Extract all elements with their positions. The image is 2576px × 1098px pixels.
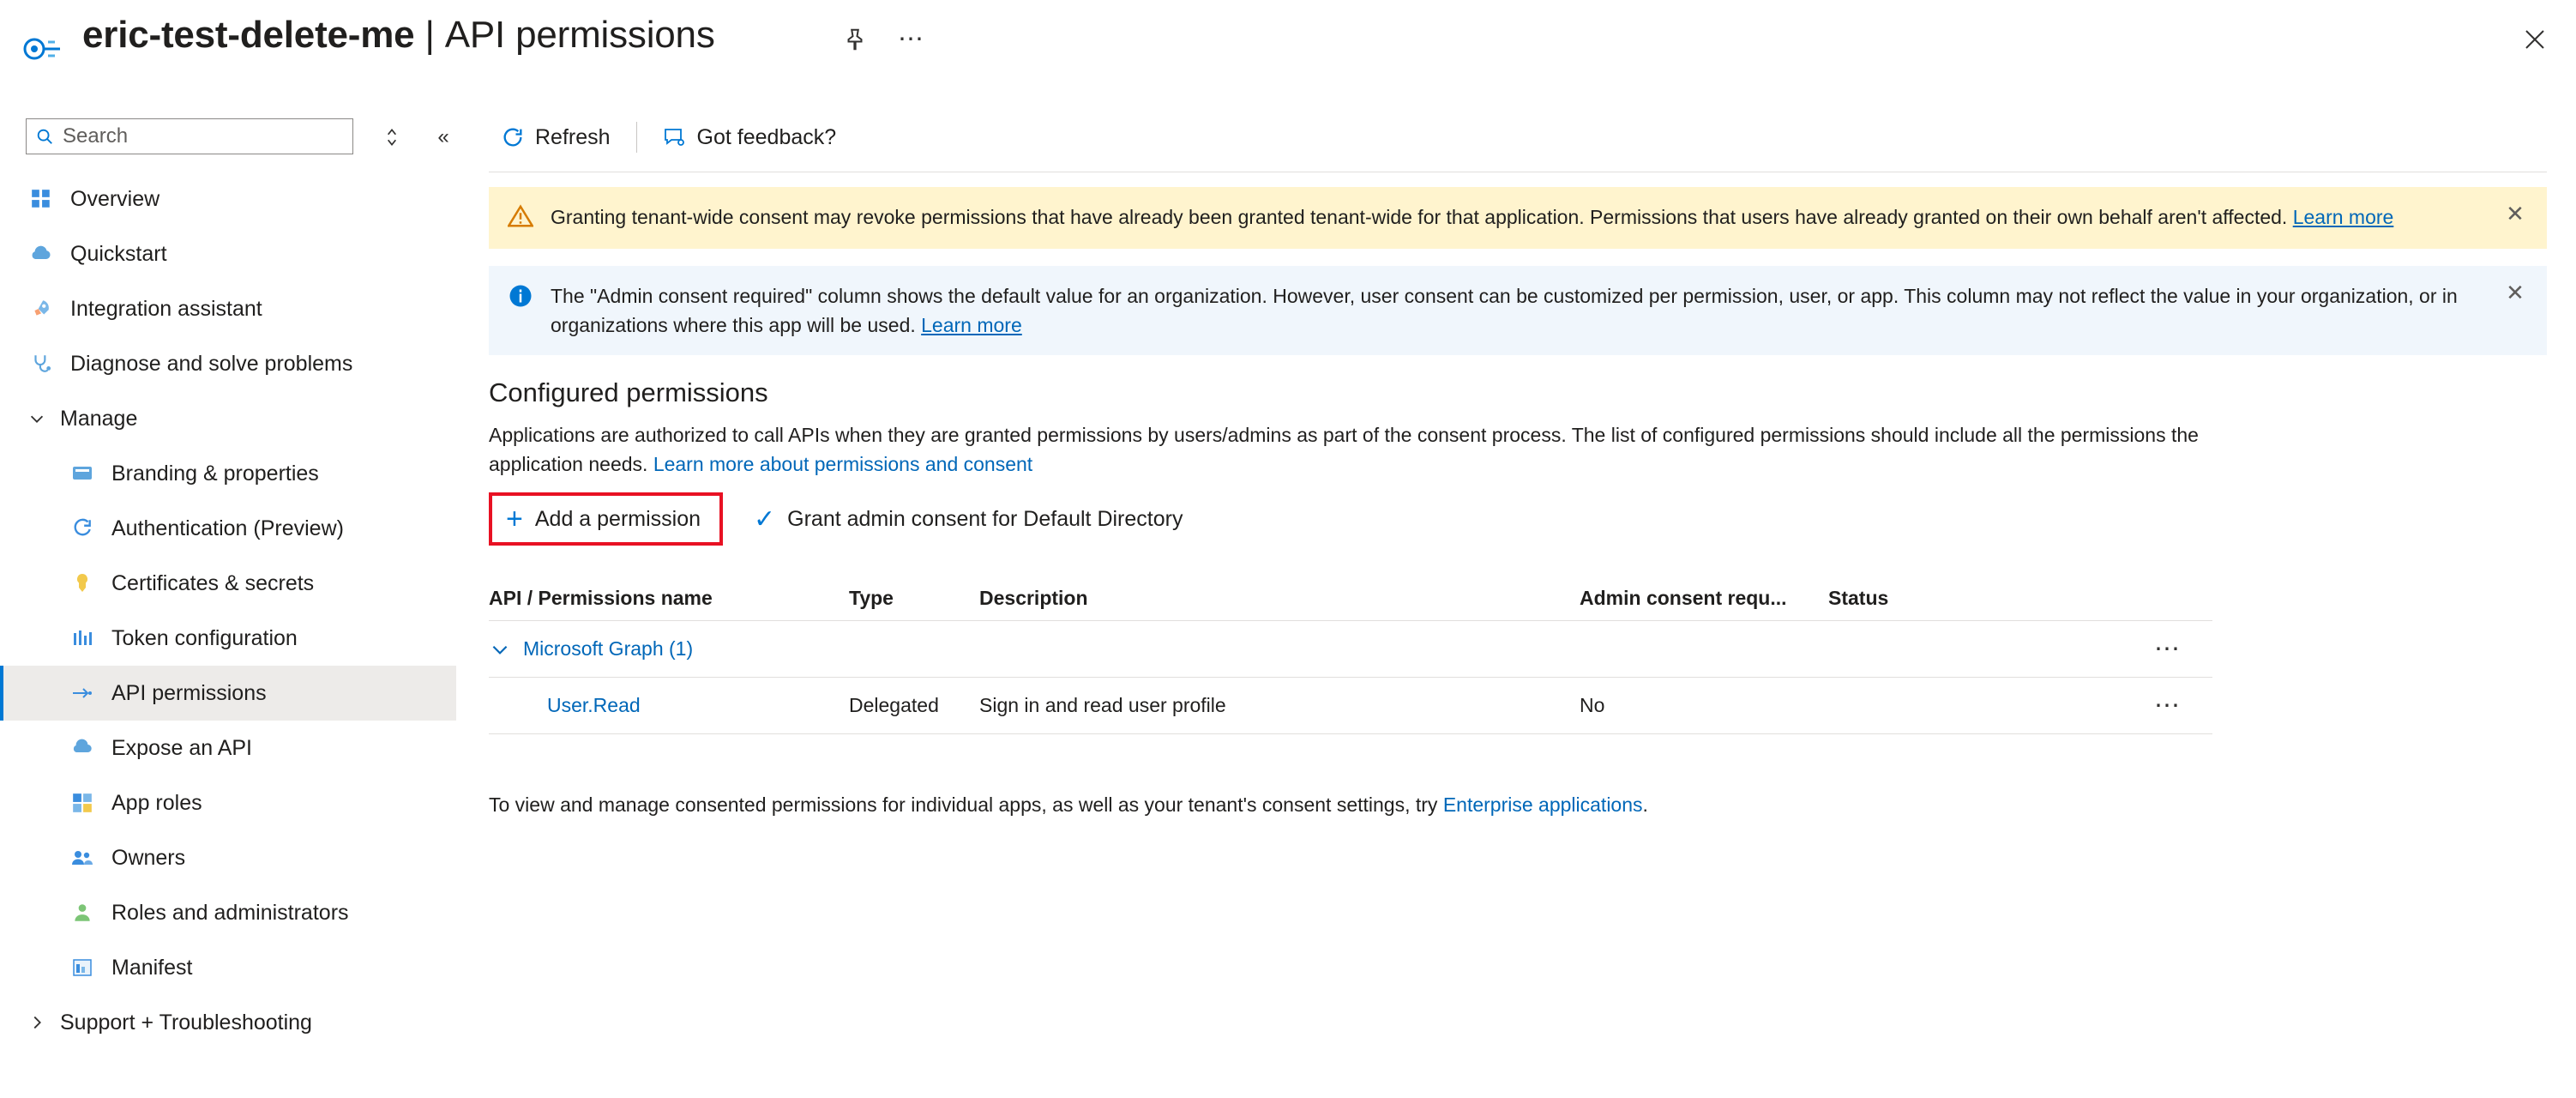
- sidebar-item-api-permissions[interactable]: [0, 666, 456, 721]
- check-icon: ✓: [754, 504, 776, 534]
- authentication-icon: [67, 513, 98, 544]
- enterprise-applications-link[interactable]: Enterprise applications: [1442, 793, 1643, 816]
- section-title: Configured permissions: [489, 377, 768, 407]
- group-name-cell: [489, 637, 849, 661]
- command-separator: [636, 122, 637, 153]
- close-icon[interactable]: [2514, 19, 2555, 60]
- chevron-down-icon: [22, 404, 51, 433]
- sidebar-item-certificates-and-secrets[interactable]: [0, 556, 456, 611]
- got-feedback-button[interactable]: [651, 113, 849, 161]
- cloud-icon: [26, 238, 57, 269]
- pin-icon[interactable]: [836, 21, 874, 58]
- sort-icon[interactable]: [377, 124, 406, 151]
- warning-banner-text-wrap: [551, 202, 2501, 232]
- column-header-description: Description: [979, 587, 1088, 609]
- sidebar-item-branding-and-properties[interactable]: [0, 446, 456, 501]
- table-row[interactable]: [489, 678, 2212, 734]
- section-description-text: Applications are authorized to call APIs when they are granted permissions by users/admins as part of the consent process. The list of configured permissions should include all the permissions the application needs.: [489, 424, 2199, 475]
- sidebar-item-label: Owners: [111, 845, 186, 870]
- info-banner-link[interactable]: Learn more: [921, 314, 1022, 336]
- sidebar-item-quickstart[interactable]: [0, 226, 456, 281]
- permissions-table-header: [489, 576, 2212, 621]
- footer-note-prefix: To view and manage consented permissions for individual apps, as well as your tenant's consent settings, try: [489, 793, 1443, 816]
- warning-banner-close-icon[interactable]: ✕: [2506, 201, 2525, 226]
- permission-admin-consent-cell: No: [1580, 694, 1605, 716]
- sidebar-item-label: App roles: [111, 790, 202, 815]
- permissions-table: [489, 576, 2212, 734]
- command-bar: [489, 112, 2547, 163]
- group-name-link[interactable]: Microsoft Graph (1): [523, 637, 694, 660]
- sidebar-item-overview[interactable]: [0, 172, 456, 226]
- sidebar-item-label: Integration assistant: [70, 296, 262, 321]
- add-a-permission-label: Add a permission: [534, 506, 701, 531]
- sidebar-item-app-roles[interactable]: [0, 775, 456, 830]
- token-icon: [67, 623, 98, 654]
- page-title-main: eric-test-delete-me: [82, 14, 415, 56]
- sidebar-item-expose-an-api[interactable]: [0, 721, 456, 775]
- page-title-separator: |: [424, 14, 435, 56]
- owners-icon: [67, 842, 98, 873]
- grant-admin-consent-label: Grant admin consent for Default Directory: [787, 506, 1183, 531]
- sidebar-item-roles-and-administrators[interactable]: [0, 885, 456, 940]
- sidebar-item-label: Certificates & secrets: [111, 570, 315, 595]
- refresh-label: Refresh: [535, 124, 611, 149]
- plus-icon: +: [506, 503, 523, 535]
- info-banner-text-wrap: [551, 281, 2501, 340]
- refresh-icon: [501, 125, 525, 149]
- expose-api-icon: [67, 733, 98, 763]
- sidebar-item-label: Diagnose and solve problems: [70, 351, 353, 376]
- sidebar-item-label: API permissions: [111, 680, 267, 705]
- info-banner: [489, 266, 2547, 355]
- table-group-row[interactable]: [489, 621, 2212, 678]
- permission-more-icon[interactable]: ⋯: [2154, 691, 2182, 720]
- warning-banner-link[interactable]: Learn more: [2292, 206, 2394, 228]
- sidebar-nav: [0, 172, 456, 1050]
- footer-note-suffix: .: [1642, 793, 1648, 816]
- header-more-icon[interactable]: ⋯: [898, 25, 924, 53]
- info-banner-close-icon[interactable]: ✕: [2506, 280, 2525, 305]
- stethoscope-icon: [26, 348, 57, 379]
- sidebar-item-manifest[interactable]: [0, 940, 456, 995]
- branding-icon: [67, 458, 98, 489]
- refresh-button[interactable]: [489, 113, 623, 161]
- sidebar-item-label: Quickstart: [70, 241, 167, 266]
- sidebar-item-diagnose-and-solve-problems[interactable]: [0, 336, 456, 391]
- permission-name-cell: [489, 694, 849, 717]
- key-icon: [67, 568, 98, 599]
- feedback-icon: [663, 126, 687, 148]
- page-title-sub: API permissions: [444, 14, 715, 56]
- section-description: [489, 420, 2212, 479]
- warning-banner-text: Granting tenant-wide consent may revoke permissions that have already been granted tenant-wide for that application. Permissions that users have already granted on their own behalf aren't affected.: [551, 206, 2288, 228]
- manifest-icon: [67, 952, 98, 983]
- search-icon: [35, 127, 54, 146]
- sidebar-item-integration-assistant[interactable]: [0, 281, 456, 336]
- app-registration-icon: [22, 31, 63, 67]
- chevron-right-icon: [22, 1008, 51, 1037]
- roles-admin-icon: [67, 897, 98, 928]
- sidebar-item-label: Overview: [70, 186, 160, 211]
- sidebar: [0, 96, 456, 1098]
- content-pane: [456, 96, 2576, 1098]
- sidebar-item-token-configuration[interactable]: [0, 611, 456, 666]
- group-more-cell: [2051, 636, 2212, 662]
- info-banner-text: The "Admin consent required" column shows the default value for an organization. However, user consent can be customized per permission, user, or app. This column may not reflect the value in your organization, or in organizations where this app will be used.: [551, 285, 2458, 336]
- add-a-permission-button[interactable]: [489, 492, 723, 546]
- sidebar-group-support-troubleshooting[interactable]: [0, 995, 456, 1050]
- page-title: [82, 14, 715, 57]
- collapse-sidebar-icon[interactable]: «: [437, 125, 449, 148]
- permissions-action-row: [489, 492, 1183, 546]
- group-more-icon[interactable]: ⋯: [2154, 634, 2182, 663]
- column-header-status: Status: [1828, 587, 1889, 609]
- rocket-icon: [26, 293, 57, 324]
- sidebar-item-label: Roles and administrators: [111, 900, 349, 925]
- sidebar-item-authentication-preview[interactable]: [0, 501, 456, 556]
- sidebar-item-owners[interactable]: [0, 830, 456, 885]
- page-header: [0, 0, 2576, 96]
- permission-type-cell: Delegated: [849, 694, 939, 716]
- sidebar-group-label: Support + Troubleshooting: [60, 1010, 312, 1035]
- sidebar-item-label: Expose an API: [111, 735, 253, 760]
- grant-admin-consent-button[interactable]: [754, 504, 1183, 534]
- warning-icon: [508, 204, 537, 236]
- sidebar-group-label: Manage: [60, 406, 138, 431]
- footer-note: [489, 793, 1648, 817]
- column-header-type: Type: [849, 587, 894, 609]
- permission-description-cell: Sign in and read user profile: [979, 694, 1226, 716]
- api-permissions-icon: [67, 678, 98, 709]
- sidebar-item-label: Token configuration: [111, 625, 298, 650]
- app-roles-icon: [67, 787, 98, 818]
- column-header-admin-consent: Admin consent requ...: [1580, 587, 1787, 609]
- got-feedback-label: Got feedback?: [696, 124, 837, 149]
- chevron-down-icon[interactable]: [489, 638, 523, 661]
- sidebar-item-label: Manifest: [111, 955, 193, 980]
- search-input[interactable]: [61, 124, 335, 149]
- warning-banner: [489, 187, 2547, 249]
- sidebar-group-manage[interactable]: [0, 391, 456, 446]
- search-box[interactable]: [26, 118, 353, 154]
- column-header-name: API / Permissions name: [489, 587, 713, 609]
- sidebar-item-label: Authentication (Preview): [111, 516, 344, 540]
- info-icon: [508, 283, 537, 317]
- permission-name-link[interactable]: User.Read: [547, 694, 641, 716]
- permission-more-cell: [2051, 693, 2212, 719]
- sidebar-item-label: Branding & properties: [111, 461, 319, 486]
- permissions-consent-learn-more-link[interactable]: Learn more about permissions and consent: [653, 453, 1033, 475]
- sidebar-search-row: [26, 118, 454, 158]
- grid-icon: [26, 184, 57, 214]
